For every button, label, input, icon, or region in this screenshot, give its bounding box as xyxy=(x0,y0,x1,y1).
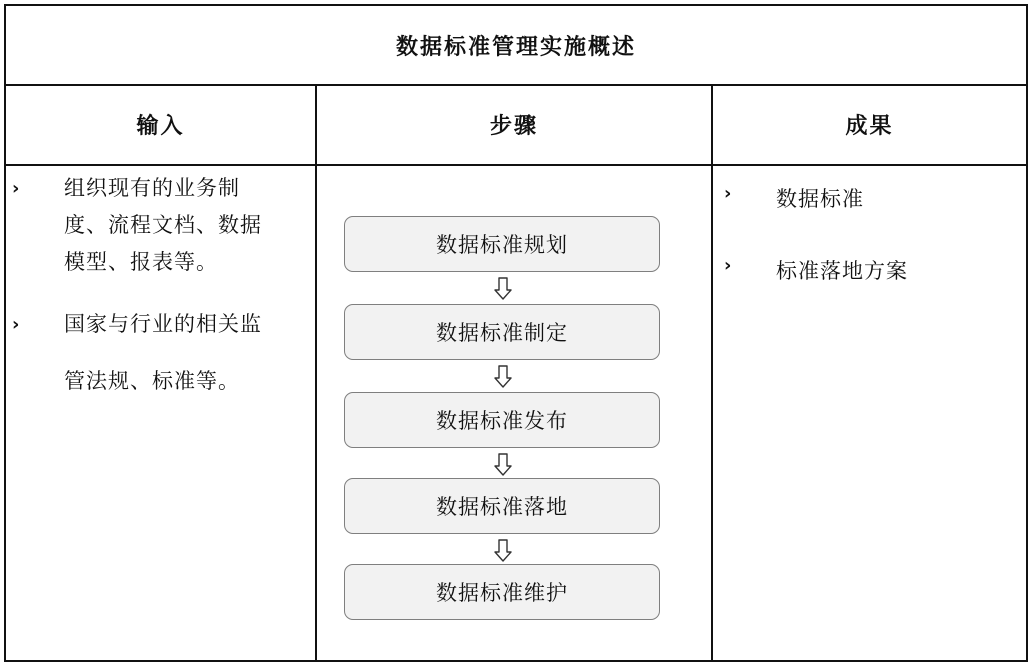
header-input: 输入 xyxy=(6,84,317,166)
header-results: 成果 xyxy=(713,84,1026,166)
header-steps: 步骤 xyxy=(317,84,713,166)
input-item-text xyxy=(64,170,300,281)
step-box: 数据标准制定 xyxy=(344,304,660,360)
input-line: 组织现有的业务制 xyxy=(64,176,240,200)
input-item-text xyxy=(64,306,300,400)
step-box: 数据标准维护 xyxy=(344,564,660,620)
down-arrow-icon xyxy=(494,539,512,563)
down-arrow-icon xyxy=(494,365,512,389)
chevron-right-icon: › xyxy=(724,183,732,204)
input-line: 管法规、标准等。 xyxy=(64,369,240,393)
input-line: 度、流程文档、数据 xyxy=(64,213,262,237)
chevron-right-icon: › xyxy=(12,314,20,335)
diagram-title: 数据标准管理实施概述 xyxy=(6,6,1026,86)
input-line: 模型、报表等。 xyxy=(64,250,218,274)
step-box: 数据标准发布 xyxy=(344,392,660,448)
step-box: 数据标准规划 xyxy=(344,216,660,272)
result-text: 数据标准 xyxy=(776,187,864,211)
results-column xyxy=(713,166,1026,660)
down-arrow-icon xyxy=(494,453,512,477)
chevron-right-icon: › xyxy=(724,255,732,276)
chevron-right-icon: › xyxy=(12,178,20,199)
step-box: 数据标准落地 xyxy=(344,478,660,534)
down-arrow-icon xyxy=(494,277,512,301)
input-line: 国家与行业的相关监 xyxy=(64,312,262,336)
result-text: 标准落地方案 xyxy=(776,259,908,283)
